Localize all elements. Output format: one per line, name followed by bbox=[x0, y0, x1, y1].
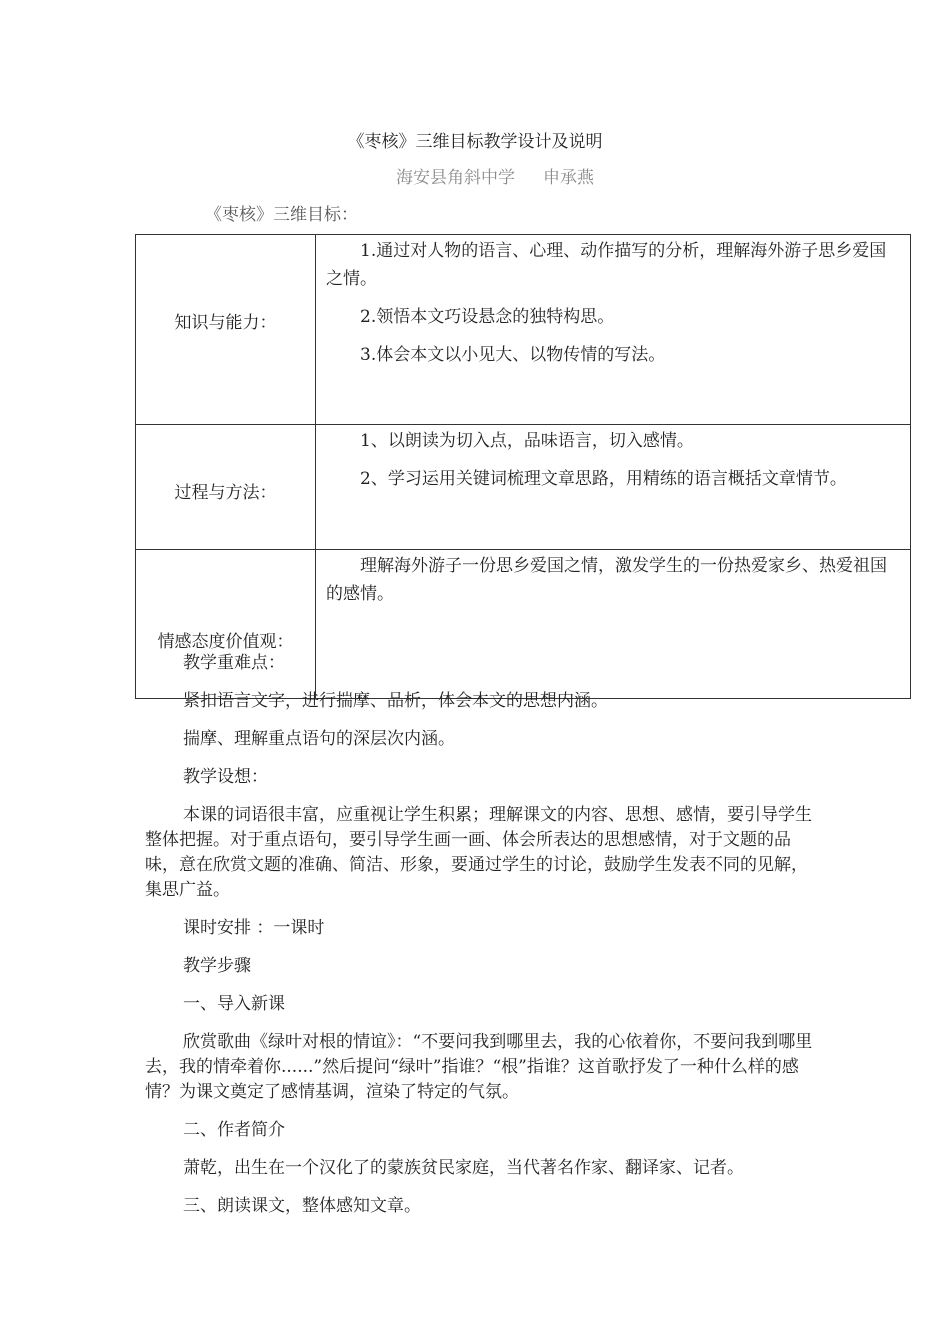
section-heading: 二、作者简介 bbox=[183, 1120, 285, 1140]
goal-item: 1.通过对人物的语言、心理、动作描写的分析，理解海外游子思乡爱国之情。 bbox=[326, 241, 887, 289]
author-line bbox=[0, 163, 950, 188]
goal-content-process bbox=[316, 425, 911, 550]
section-heading: 教学步骤 bbox=[183, 956, 251, 976]
goal-label-process: 过程与方法： bbox=[136, 425, 316, 550]
goal-content-knowledge bbox=[316, 235, 911, 425]
section-heading: 教学设想： bbox=[183, 767, 268, 787]
paragraph: 萧乾，出生在一个汉化了的蒙族贫民家庭，当代著名作家、翻译家、记者。 bbox=[183, 1158, 744, 1178]
goal-item: 理解海外游子一份思乡爱国之情，激发学生的一份热爱家乡、热爱祖国的感情。 bbox=[326, 556, 887, 604]
paragraph: 课时安排 ：一课时 bbox=[183, 918, 325, 938]
school-name: 海安县角斜中学 bbox=[396, 168, 515, 188]
table-row bbox=[136, 235, 911, 425]
paragraph: 紧扣语言文字，进行揣摩、品析，体会本文的思想内涵。 bbox=[183, 691, 608, 711]
document-title: 《枣核》三维目标教学设计及说明 bbox=[347, 132, 603, 152]
goal-item: 2.领悟本文巧设悬念的独特构思。 bbox=[360, 307, 615, 327]
goals-intro: 《枣核》三维目标： bbox=[205, 205, 358, 225]
goal-item: 1、以朗读为切入点，品味语言，切入感情。 bbox=[360, 431, 694, 451]
goal-label-emotion: 情感态度价值观： bbox=[136, 550, 316, 699]
paragraph: 欣赏歌曲《绿叶对根的情谊》：“不要问我到哪里去，我的心依着你，不要问我到哪里去，我的情牵着你......”然后提问“绿叶”指谁？“根”指谁？这首歌抒发了一种什么样的感情？为课文奠定了感情基调，渲染了特定的气氛。 bbox=[145, 1032, 813, 1102]
section-heading: 一、导入新课 bbox=[183, 994, 285, 1014]
author-name: 申承燕 bbox=[543, 168, 594, 188]
paragraph: 本课的词语很丰富，应重视让学生积累；理解课文的内容、思想、感情，要引导学生整体把握。对于重点语句，要引导学生画一画、体会所表达的思想感情，对于文题的品味，意在欣赏文题的准确、简洁、形象，要通过学生的讨论，鼓励学生发表不同的见解，集思广益。 bbox=[145, 805, 812, 900]
goal-item: 3.体会本文以小见大、以物传情的写法。 bbox=[360, 345, 666, 365]
goals-table bbox=[135, 234, 911, 699]
goal-label-knowledge: 知识与能力： bbox=[136, 235, 316, 425]
goal-item: 2、学习运用关键词梳理文章思路，用精练的语言概括文章情节。 bbox=[360, 469, 847, 489]
paragraph: 揣摩、理解重点语句的深层次内涵。 bbox=[183, 729, 455, 749]
body-text bbox=[145, 651, 815, 1232]
section-heading: 教学重难点： bbox=[183, 653, 285, 673]
section-heading: 三、朗读课文，整体感知文章。 bbox=[183, 1196, 421, 1216]
table-row bbox=[136, 425, 911, 550]
